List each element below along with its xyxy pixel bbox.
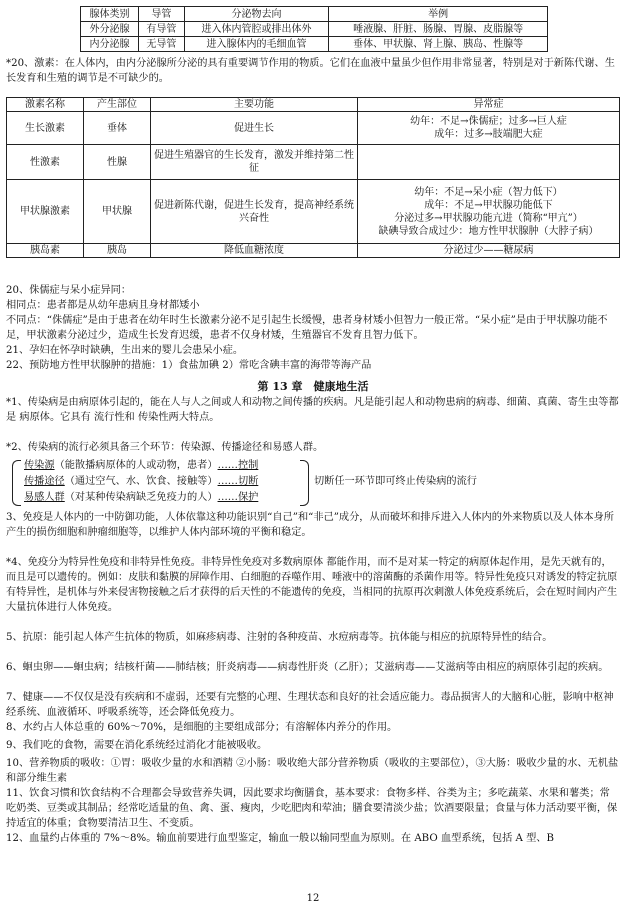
hormone-table	[6, 97, 620, 258]
disorder-line: 分泌过多→甲状腺功能亢进（简称“甲亢”）	[394, 212, 583, 224]
table-header-cell: 异常症	[358, 98, 620, 112]
table-cell: 垂体	[84, 112, 151, 145]
table-cell: 促进生殖器官的生长发育，激发并维持第二性征	[151, 145, 358, 180]
table-cell	[358, 145, 620, 180]
paragraph-c6: 6、蛔虫卵——蛔虫病；结核杆菌——肺结核；肝炎病毒——病毒性肝炎（乙肝）；艾滋病毒——艾滋病等由相应的病原体引起的疾病。	[6, 662, 609, 673]
paragraph-c5: 5、抗原：能引起人体产生抗体的物质，如麻疹病毒、注射的各种疫苗、水痘病毒等。抗体能与相应的抗原特异性的结合。	[6, 632, 553, 643]
table-header-cell: 激素名称	[7, 98, 84, 112]
table-cell	[358, 112, 620, 145]
table-row	[7, 244, 620, 258]
link-row	[24, 474, 258, 490]
table-header-cell: 主要功能	[151, 98, 358, 112]
table-header-row	[81, 7, 548, 22]
paragraph-c4: *4、免疫分为特异性免疫和非特异性免疫。非特异性免疫对多数病原体 都能作用，而不是对某一特定的病原体起作用，是先天就有的，而且是可以遗传的。例如：皮肤和黏膜的屏障作用、白细胞的吞噬作用、唾液中的溶菌酶的杀菌作用等。特异性免疫只对诱发的特定抗原有特异性，是机体与外来侵害物接触之后才获得的后天性的不能遗传的免疫，当相同的抗原再次刺激人体免疫系统后，会在短时间内产生大量抗体进行人体免疫。	[6, 557, 618, 613]
table-cell: 进入腺体内的毛细血管	[184, 37, 329, 52]
link-desc: （对某种传染病缺乏免疫力的人）	[64, 492, 218, 503]
table-row	[7, 180, 620, 244]
paragraph-c1: *1、传染病是由病原体引起的，能在人与人之间或人和动物之间传播的疾病。凡是能引起人和动物患病的病毒、细菌、真菌、寄生虫等都是 病原体。它具有 流行性和 传染性两大特点。	[6, 397, 619, 423]
table-cell: 外分泌腺	[81, 22, 139, 37]
paragraph-title: 20、侏儒症与呆小症异同：	[6, 285, 132, 296]
link-action: ……切断	[217, 476, 259, 487]
table-cell: 甲状腺	[84, 180, 151, 244]
table-cell: 有导管	[139, 22, 185, 37]
table-cell: 甲状腺激素	[7, 180, 84, 244]
table-cell: 降低血糖浓度	[151, 244, 358, 258]
paragraph-c11: 11、饮食习惯和饮食结构不合理都会导致营养失调，因此要求均衡膳食，基本要求：食物多样、谷类为主；多吃蔬菜、水果和薯类；常吃奶类、豆类或其制品；经常吃适量的鱼、禽、蛋、瘦肉，少吃肥肉和荤油；膳食要清淡少盐；饮酒要限量；食量与体力活动要平衡，保持适宜的体重；食物要清洁卫生、不变质。	[6, 788, 618, 829]
table-cell: 垂体、甲状腺、肾上腺、胰岛、性腺等	[329, 37, 548, 52]
paragraph-c3: 3、免疫是人体内的一中防御功能，人体依靠这种功能识别“自己”和“非己”成分，从而破坏和排斥进入人体内的外来物质以及人体本身所产生的损伤细胞和肿瘤细胞等，以维护人体内部环境的平衡和稳定。	[6, 512, 614, 538]
link-term: 易感人群	[24, 492, 65, 503]
table-row	[81, 22, 548, 37]
table-cell: 促进生长	[151, 112, 358, 145]
link-row	[24, 458, 258, 474]
paragraph-c2: *2、传染病的流行必须具备三个环节：传染源、传播途径和易感人群。	[6, 442, 324, 453]
paragraph-21: 21、孕妇在怀孕时缺碘，生出来的婴儿会患呆小症。	[6, 345, 244, 356]
table-cell: 内分泌腺	[81, 37, 139, 52]
table-cell: 胰岛	[84, 244, 151, 258]
table-row	[81, 37, 548, 52]
paragraph-c9: 9、我们吃的食物，需要在消化系统经过消化才能被吸收。	[6, 740, 268, 751]
table-cell: 进入体内管腔或排出体外	[184, 22, 329, 37]
table-header-row	[7, 98, 620, 112]
table-header-cell: 腺体类别	[81, 7, 139, 22]
link-term: 传染源	[24, 460, 55, 471]
table-header-cell: 导管	[139, 7, 185, 22]
links-note: 切断任一环节即可终止传染病的流行	[314, 476, 477, 487]
transmission-links	[6, 458, 620, 506]
link-action: ……保护	[217, 492, 259, 503]
disorder-line: 幼年：不足→侏儒症；过多→巨人症	[410, 116, 567, 127]
paragraph-diff: 不同点：“侏儒症”是由于患者在幼年时生长激素分泌不足引起生长缓慢，患者身材矮小但智力一般正常。“呆小症”是由于甲状腺功能不足，甲状激素分泌过少，造成生长发育迟缓，患者不仅身材矮，生殖器官不发育且智力低下。	[6, 315, 608, 341]
link-action: ……控制	[217, 460, 259, 471]
chapter-title: 第 13 章 健康地生活	[257, 380, 369, 393]
paragraph-c8: 8、水约占人体总重的 60%～70%，是细胞的主要组成部分；有溶解体内养分的作用。	[6, 722, 398, 733]
link-desc: （通过空气、水、饮食、接触等）	[64, 476, 218, 487]
disorder-line: 幼年：不足→呆小症（智力低下）	[414, 186, 563, 198]
table-cell: 促进新陈代谢，促进生长发育，提高神经系统兴奋性	[151, 180, 358, 244]
page-number: 12	[306, 893, 320, 904]
link-row	[24, 490, 258, 506]
paragraph-c10: 10、营养物质的吸收：①胃：吸收少量的水和酒精 ②小肠：吸收绝大部分营养物质（吸收的主要部位），③大肠：吸收少量的水、无机盐和部分维生素	[6, 758, 619, 784]
link-desc: （能散播病原体的人或动物，患者）	[54, 460, 218, 471]
paragraph-c7: 7、健康——不仅仅是没有疾病和不虚弱，还要有完整的心理、生理状态和良好的社会适应能力。毒品损害人的大脑和心脏，影响中枢神经系统、血液循环、呼吸系统等，还会降低免疫力。	[6, 692, 614, 718]
table-row	[7, 112, 620, 145]
disorder-line: 缺碘导致合成过少：地方性甲状腺肿（大脖子病）	[378, 225, 599, 237]
link-term: 传播途径	[24, 476, 65, 487]
table-header-cell: 产生部位	[84, 98, 151, 112]
disorder-line: 成年：过多→肢端肥大症	[434, 129, 543, 140]
table-row	[7, 145, 620, 180]
paragraph-c12: 12、血量约占体重的 7%～8%。输血前要进行血型鉴定，输血一般以输同型血为原则。在 ABO 血型系统，包括 A 型、B	[6, 833, 554, 844]
table-cell: 生长激素	[7, 112, 84, 145]
table-header-cell: 举例	[329, 7, 548, 22]
table-cell	[358, 180, 620, 244]
disorder-line: 成年：不足→甲状腺功能低下	[424, 199, 553, 211]
paragraph-22: 22、预防地方性甲状腺肿的措施：1）食盐加碘 2）常吃含碘丰富的海带等海产品	[6, 360, 372, 371]
paragraph-same: 相同点：患者都是从幼年患病且身材都矮小	[6, 300, 200, 311]
table-cell: 唾液腺、肝脏、肠腺、胃腺、皮脂腺等	[329, 22, 548, 37]
table-header-cell: 分泌物去向	[184, 7, 329, 22]
table-cell: 胰岛素	[7, 244, 84, 258]
table-cell: 性腺	[84, 145, 151, 180]
table-cell: 分泌过少——糖尿病	[358, 244, 620, 258]
table-cell: 性激素	[7, 145, 84, 180]
paragraph-hormone-definition: *20、激素：在人体内，由内分泌腺所分泌的具有重要调节作用的物质。它们在血液中量虽少但作用非常显著，特别是对于新陈代谢、生长发育和生殖的调节是不可缺少的。	[6, 58, 615, 84]
gland-table	[80, 6, 548, 52]
table-cell: 无导管	[139, 37, 185, 52]
